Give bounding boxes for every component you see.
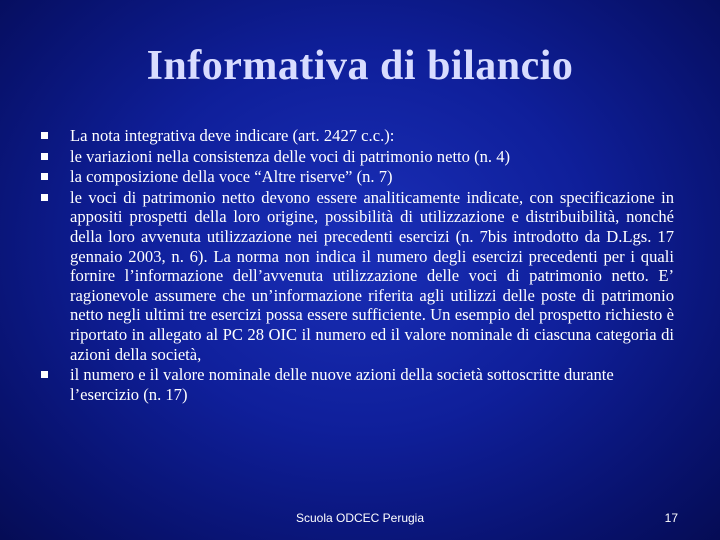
bullet-text: il numero e il valore nominale delle nuove azioni della società sottoscritte durante l’esercizio (n. 17): [70, 365, 614, 404]
square-bullet-icon: [41, 173, 48, 180]
bullet-item: [40, 365, 674, 404]
bullet-text: la composizione della voce “Altre riserve” (n. 7): [70, 167, 393, 187]
footer-organization: Scuola ODCEC Perugia: [295, 511, 425, 525]
square-bullet-icon: [41, 194, 48, 201]
bullet-item: [40, 167, 674, 187]
square-bullet-icon: [41, 132, 48, 139]
square-bullet-icon: [41, 371, 48, 378]
bullet-item: [40, 188, 674, 364]
bullet-text: le voci di patrimonio netto devono essere analiticamente indicate, con specificazione in appositi prospetti della loro origine, possibilità di utilizzazione e distribuibilità, nonché della loro avvenuta utilizzazione nei precedenti esercizi (n. 7bis introdotto da D.Lgs. 17 gennaio 2003, n. 6). La norma non indica il numero degli esercizi precedenti per i quali fornire l’informazione dell’avvenuta utilizzazione delle voci di patrimonio netto. E’ ragionevole assumere che un’informazione riferita agli utilizzi delle poste di patrimonio netto negli ultimi tre esercizi possa essere sufficiente. Un esempio del prospetto richiesto è riportato in allegato al PC 28 OIC il numero ed il valore nominale di ciascuna categoria di azioni della società,: [70, 187, 674, 364]
bullet-text: le variazioni nella consistenza delle voci di patrimonio netto (n. 4): [70, 146, 511, 166]
slide-title: Informativa di bilancio: [146, 43, 574, 89]
bullet-text: La nota integrativa deve indicare (art. 2427 c.c.):: [70, 126, 395, 145]
square-bullet-icon: [41, 153, 48, 160]
bullet-item: [40, 147, 674, 167]
bullet-item: [40, 126, 674, 146]
bullet-list: [40, 126, 674, 405]
page-number: 17: [664, 511, 678, 525]
